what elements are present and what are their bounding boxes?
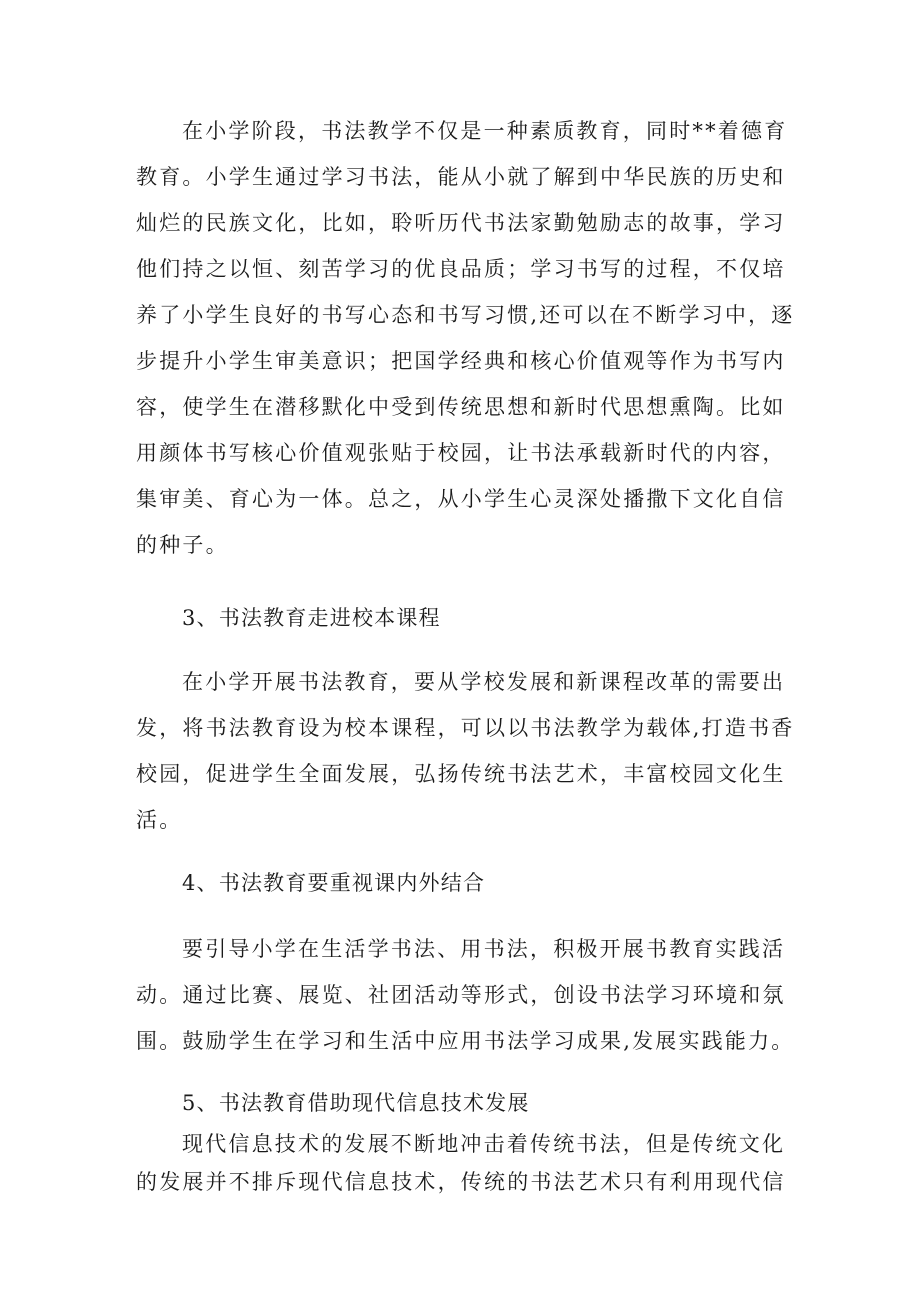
heading-text: 4、书法教育要重视课内外结合 [182, 871, 486, 895]
paragraph-line: 用颜体书写核心价值观张贴于校园，让书法承载新时代的内容， [136, 441, 786, 465]
section-heading-3 [136, 595, 796, 641]
paragraph-line: 灿烂的民族文化，比如，聆听历代书法家勤勉励志的故事，学习 [136, 211, 786, 235]
heading-text: 3、书法教育走进校本课程 [182, 606, 441, 630]
paragraph-line: 动。通过比赛、展览、社团活动等形式，创设书法学习环境和氛 [136, 983, 786, 1007]
paragraph-line: 在小学开展书法教育，要从学校发展和新课程改革的需要出 [182, 670, 786, 694]
paragraph-line: 教育。小学生通过学习书法，能从小就了解到中华民族的历史和 [136, 165, 786, 189]
paragraph-line: 容，使学生在潜移默化中受到传统思想和新时代思想熏陶。比如 [136, 395, 786, 419]
paragraph-line: 围。鼓励学生在学习和生活中应用书法学习成果,发展实践能力。 [136, 1029, 795, 1053]
paragraph-line: 要引导小学在生活学书法、用书法，积极开展书教育实践活 [182, 937, 786, 961]
heading-text: 5、书法教育借助现代信息技术发展 [182, 1091, 530, 1115]
paragraph-moral-education [136, 108, 796, 568]
section-heading-5 [136, 1080, 796, 1126]
paragraph-line: 集审美、育心为一体。总之，从小学生心灵深处播撒下文化自信 [136, 487, 786, 511]
paragraph-line: 他们持之以恒、刻苦学习的优良品质；学习书写的过程，不仅培 [136, 257, 786, 281]
paragraph-line: 养了小学生良好的书写心态和书写习惯,还可以在不断学习中，逐 [136, 303, 795, 327]
paragraph-practice-activities [136, 926, 796, 1064]
section-heading-4 [136, 860, 796, 906]
paragraph-line: 的发展并不排斥现代信息技术，传统的书法艺术只有利用现代信 [136, 1170, 786, 1194]
paragraph-line: 现代信息技术的发展不断地冲击着传统书法，但是传统文化 [182, 1132, 786, 1156]
paragraph-school-curriculum [136, 659, 796, 843]
paragraph-line: 校园，促进学生全面发展，弘扬传统书法艺术，丰富校园文化生 [136, 762, 786, 786]
paragraph-line: 发，将书法教育设为校本课程，可以以书法教学为载体,打造书香 [136, 716, 795, 740]
paragraph-line: 的种子。 [136, 533, 229, 557]
paragraph-modern-technology [136, 1125, 796, 1201]
paragraph-line: 步提升小学生审美意识；把国学经典和核心价值观等作为书写内 [136, 349, 786, 373]
paragraph-line: 活。 [136, 808, 183, 832]
paragraph-line: 在小学阶段，书法教学不仅是一种素质教育，同时**着德育 [182, 119, 788, 143]
